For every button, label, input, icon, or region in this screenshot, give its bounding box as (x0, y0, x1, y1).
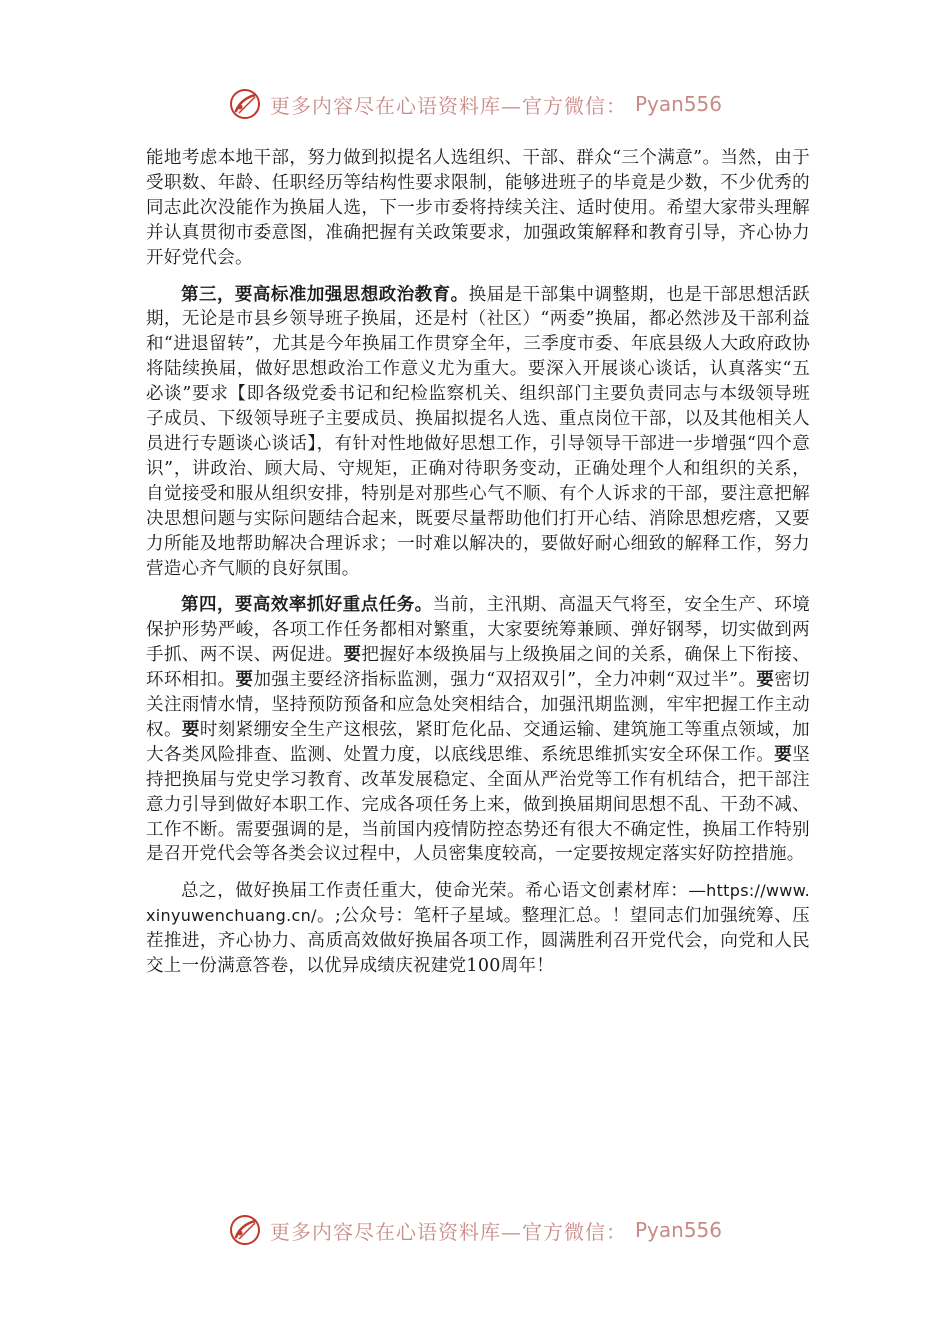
footer-banner (0, 1210, 950, 1250)
paragraph-4 (146, 879, 810, 979)
paragraph-3-lead-e: 要 (181, 719, 200, 740)
footer-banner-text: 更多内容尽在心语资料库—官方微信： (269, 1219, 627, 1244)
paragraph-4-url: https://www.xinyuwenchuang.cn/ (146, 881, 810, 926)
logo-icon (228, 1213, 262, 1247)
paragraph-3 (146, 593, 810, 867)
paragraph-3-text-b: 把握好本级换届与上级换届之间的关系，确保上下衔接、环环相扣。 (146, 645, 810, 691)
paragraph-3-lead-d: 要 (756, 670, 775, 691)
paragraph-3-lead-f: 要 (774, 744, 793, 765)
paragraph-3-lead-c: 要 (235, 670, 254, 691)
paragraph-1 (146, 146, 810, 271)
paragraph-3-lead-b: 要 (343, 645, 362, 666)
paragraph-4-text-a: 总之，做好换届工作责任重大，使命光荣。希心语文创素材库：— (181, 881, 707, 902)
logo-icon (228, 87, 262, 121)
banner-wechat-id: Pyan556 (634, 92, 722, 116)
paragraph-2-text: 换届是干部集中调整期，也是干部思想活跃期，无论是市县乡领导班子换届，还是村（社区）“两委”换届，都必然涉及干部利益和“进退留转”，尤其是今年换届工作贯穿全年，三季度市委、年底县级人大政府政协将陆续换届，做好思想政治工作意义尤为重大。要深入开展谈心谈话，认真落实“五必谈”要求【即各级党委书记和纪检监察机关、组织部门主要负责同志与本级领导班子成员、下级领导班子主要成员、换届拟提名人选、重点岗位干部，以及其他相关人员进行专题谈心谈话】，有针对性地做好思想工作，引导领导干部进一步增强“四个意识”，讲政治、顾大局、守规矩，正确对待职务变动，正确处理个人和组织的关系，自觉接受和服从组织安排，特别是对那些心气不顺、有个人诉求的干部，要注意把解决思想问题与实际问题结合起来，既要尽量帮助他们打开心结、消除思想疙瘩，又要力所能及地帮助解决合理诉求；一时难以解决的，要做好耐心细致的解释工作，努力营造心齐气顺的良好氛围。 (146, 284, 810, 579)
paragraph-3-text-a: 当前，主汛期、高温天气将至，安全生产、环境保护形势严峻，各项工作任务都相对繁重，大家要统筹兼顾、弹好钢琴，切实做到两手抓、两不误、两促进。 (146, 595, 810, 666)
header-banner (0, 84, 950, 124)
paragraph-1-text: 能地考虑本地干部，努力做到拟提名人选组织、干部、群众“三个满意”。当然，由于受职数、年龄、任职经历等结构性要求限制，能够进班子的毕竟是少数，不少优秀的同志此次没能作为换届人选，下一步市委将持续关注、适时使用。希望大家带头理解并认真贯彻市委意图，准确把握有关政策要求，加强政策解释和教育引导，齐心协力开好党代会。 (146, 148, 810, 268)
paragraph-3-text-c: 加强主要经济指标监测，强力“双招双引”，全力冲刺“双过半”。 (253, 670, 757, 691)
footer-banner-wechat-id: Pyan556 (634, 1218, 722, 1242)
paragraph-3-text-e: 时刻紧绷安全生产这根弦，紧盯危化品、交通运输、建筑施工等重点领域，加大各类风险排查、监测、处置力度，以底线思维、系统思维抓实安全环保工作。 (146, 719, 810, 765)
paragraph-2 (146, 283, 810, 582)
paragraph-4-text-b: 。;公众号：笔杆子星域。整理汇总。！望同志们加强统筹、压茬推进，齐心协力、高质高效做好换届各项工作，圆满胜利召开党代会，向党和人民交上一份满意答卷，以优异成绩庆祝建党100周年！ (146, 906, 810, 977)
paragraph-3-heading: 第四，要高效率抓好重点任务。 (181, 595, 433, 616)
banner-text: 更多内容尽在心语资料库—官方微信： (269, 93, 627, 118)
document-body (146, 146, 810, 979)
paragraph-2-heading: 第三，要高标准加强思想政治教育。 (181, 284, 469, 305)
paragraph-3-text-f: 坚持把换届与党史学习教育、改革发展稳定、全面从严治党等工作有机结合，把干部注意力引导到做好本职工作、完成各项任务上来，做到换届期间思想不乱、干劲不减、工作不断。需要强调的是，当前国内疫情防控态势还有很大不确定性，换届工作特别是召开党代会等各类会议过程中，人员密集度较高，一定要按规定落实好防控措施。 (146, 744, 810, 865)
paragraph-3-text-d: 密切关注雨情水情，坚持预防预备和应急处突相结合，加强汛期监测，牢牢把握工作主动权。 (146, 670, 810, 740)
